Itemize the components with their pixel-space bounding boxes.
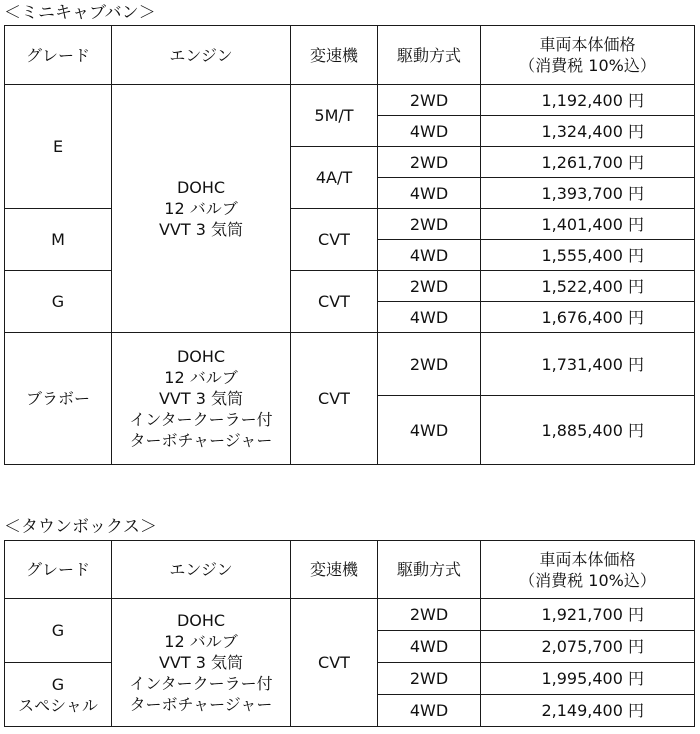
- drive-cell: 4WD: [378, 302, 481, 333]
- engine-line: 12 バルブ: [164, 632, 238, 651]
- price-cell: 2,075,700 円: [481, 631, 695, 663]
- header-engine: エンジン: [112, 26, 291, 85]
- engine-line: 12 バルブ: [164, 368, 238, 387]
- engine-line: ターボチャージャー: [129, 431, 273, 450]
- table-row: [5, 85, 695, 116]
- table-row: [5, 209, 695, 240]
- header-price-line2: （消費税 10%込）: [519, 570, 656, 590]
- drive-cell: 4WD: [378, 631, 481, 663]
- grade-line: G: [51, 674, 65, 694]
- price-cell: 1,885,400 円: [481, 396, 695, 465]
- engine-line: ターボチャージャー: [129, 695, 273, 714]
- engine-line: DOHC: [176, 347, 226, 366]
- minicab-section-title: ＜ミニキャブバン＞: [4, 3, 156, 23]
- engine-line: VVT 3 気筒: [158, 220, 244, 239]
- table-row: [5, 333, 695, 396]
- header-drive: 駆動方式: [378, 541, 481, 599]
- grade-cell-g: G: [5, 271, 112, 333]
- drive-cell: 2WD: [378, 663, 481, 695]
- drive-cell: 4WD: [378, 396, 481, 465]
- drive-cell: 2WD: [378, 599, 481, 631]
- transmission-cell: 5M/T: [291, 85, 378, 147]
- engine-line: インタークーラー付: [129, 410, 273, 429]
- header-price: [481, 541, 695, 599]
- header-transmission: 変速機: [291, 26, 378, 85]
- price-cell: 1,261,700 円: [481, 147, 695, 178]
- grade-cell-m: M: [5, 209, 112, 271]
- drive-cell: 4WD: [378, 695, 481, 727]
- price-cell: 2,149,400 円: [481, 695, 695, 727]
- header-price: [481, 26, 695, 85]
- engine-line: VVT 3 気筒: [158, 653, 244, 672]
- grade-cell-g: G: [5, 599, 112, 663]
- price-cell: 1,995,400 円: [481, 663, 695, 695]
- price-cell: 1,393,700 円: [481, 178, 695, 209]
- engine-line: VVT 3 気筒: [158, 389, 244, 408]
- table-row: [5, 599, 695, 631]
- engine-cell-turbo: [112, 333, 291, 465]
- grade-cell-g-special: [5, 663, 112, 727]
- transmission-cell: CVT: [291, 333, 378, 465]
- grade-line: スペシャル: [18, 695, 98, 715]
- engine-line: インタークーラー付: [129, 674, 273, 693]
- drive-cell: 4WD: [378, 178, 481, 209]
- price-cell: 1,731,400 円: [481, 333, 695, 396]
- price-cell: 1,921,700 円: [481, 599, 695, 631]
- price-cell: 1,192,400 円: [481, 85, 695, 116]
- price-cell: 1,522,400 円: [481, 271, 695, 302]
- drive-cell: 2WD: [378, 147, 481, 178]
- transmission-cell: CVT: [291, 209, 378, 271]
- engine-cell-std: [112, 85, 291, 333]
- engine-cell-turbo: [112, 599, 291, 727]
- header-grade: グレード: [5, 541, 112, 599]
- drive-cell: 2WD: [378, 333, 481, 396]
- transmission-cell: CVT: [291, 271, 378, 333]
- grade-cell-bravo: ブラボー: [5, 333, 112, 465]
- drive-cell: 2WD: [378, 85, 481, 116]
- table-row: [5, 271, 695, 302]
- transmission-cell: 4A/T: [291, 147, 378, 209]
- header-grade: グレード: [5, 26, 112, 85]
- engine-line: DOHC: [176, 611, 226, 630]
- price-cell: 1,555,400 円: [481, 240, 695, 271]
- price-cell: 1,324,400 円: [481, 116, 695, 147]
- header-price-line1: 車両本体価格: [539, 549, 636, 569]
- drive-cell: 2WD: [378, 271, 481, 302]
- townbox-price-table: [4, 540, 695, 727]
- header-engine: エンジン: [112, 541, 291, 599]
- drive-cell: 2WD: [378, 209, 481, 240]
- transmission-cell: CVT: [291, 599, 378, 727]
- header-transmission: 変速機: [291, 541, 378, 599]
- header-price-line1: 車両本体価格: [539, 35, 636, 54]
- header-drive: 駆動方式: [378, 26, 481, 85]
- header-price-line2: （消費税 10%込）: [519, 56, 656, 75]
- engine-line: DOHC: [176, 178, 226, 197]
- drive-cell: 4WD: [378, 116, 481, 147]
- townbox-section-title: ＜タウンボックス＞: [4, 517, 157, 537]
- table-header-row: [5, 26, 695, 85]
- drive-cell: 4WD: [378, 240, 481, 271]
- minicab-price-table: [4, 25, 695, 465]
- price-cell: 1,401,400 円: [481, 209, 695, 240]
- grade-cell-e: E: [5, 85, 112, 209]
- engine-line: 12 バルブ: [164, 199, 238, 218]
- table-header-row: [5, 541, 695, 599]
- price-cell: 1,676,400 円: [481, 302, 695, 333]
